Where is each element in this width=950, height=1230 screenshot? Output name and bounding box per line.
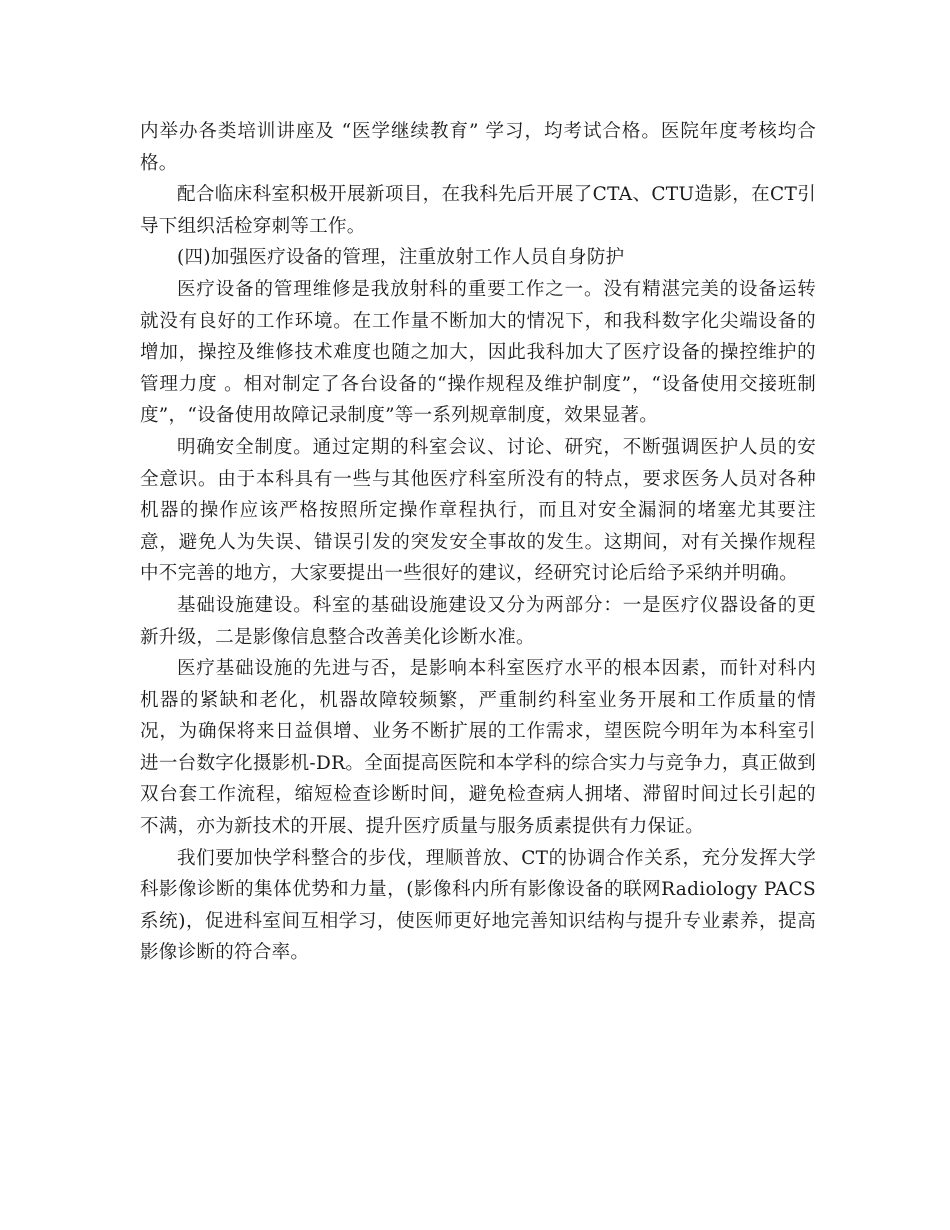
paragraph-5: 基础设施建设。科室的基础设施建设又分为两部分：一是医疗仪器设备的更新升级，二是影像信息整合改善美化诊断水准。 [140,594,816,648]
paragraph-3: 医疗设备的管理维修是我放射科的重要工作之一。没有精湛完美的设备运转就没有良好的工作环境。在工作量不断加大的情况下，和我科数字化尖端设备的增加，操控及维修技术难度也随之加大，因此我科加大了医疗设备的操控维护的管理力度 。相对制定了各台设备的“操作规程及维护制度”，“设备使用交接班制度”，“设备使用故障记录制度”等一系列规章制度，效果显著。 [140,278,816,427]
paragraph-2: 配合临床科室积极开展新项目，在我科先后开展了CTA、CTU造影，在CT引导下组织活检穿刺等工作。 [140,184,816,237]
paragraph-7: 我们要加快学科整合的步伐，理顺普放、CT的协调合作关系，充分发挥大学科影像诊断的集体优势和力量，(影像科内所有影像设备的联网Radiology PACS系统)，促进科室间互相学习，使医师更好地完善知识结构与提升专业素养，提高影像诊断的符合率。 [140,847,816,964]
paragraph-1: 内举办各类培训讲座及 “医学继续教育” 学习，均考试合格。医院年度考核均合格。 [140,121,816,174]
paragraph-6: 医疗基础设施的先进与否，是影响本科室医疗水平的根本因素，而针对科内机器的紧缺和老化，机器故障较频繁，严重制约科室业务开展和工作质量的情况，为确保将来日益俱增、业务不断扩展的工作需求，望医院今明年为本科室引进一台数字化摄影机-DR。全面提高医院和本学科的综合实力与竞争力，真正做到双台套工作流程，缩短检查诊断时间，避免检查病人拥堵、滞留时间过长引起的不满，亦为新技术的开展、提升医疗质量与服务质素提供有力保证。 [140,658,816,838]
section-heading: (四)加强医疗设备的管理，注重放射工作人员自身防护 [177,247,625,269]
paragraph-4: 明确安全制度。通过定期的科室会议、讨论、研究，不断强调医护人员的安全意识。由于本科具有一些与其他医疗科室所没有的特点，要求医务人员对各种机器的操作应该严格按照所定操作章程执行，而且对安全漏洞的堵塞尤其要注意，避免人为失误、错误引发的突发安全事故的发生。这期间，对有关操作规程中不完善的地方，大家要提出一些很好的建议，经研究讨论后给予采纳并明确。 [140,436,816,585]
document-body [140,116,816,969]
